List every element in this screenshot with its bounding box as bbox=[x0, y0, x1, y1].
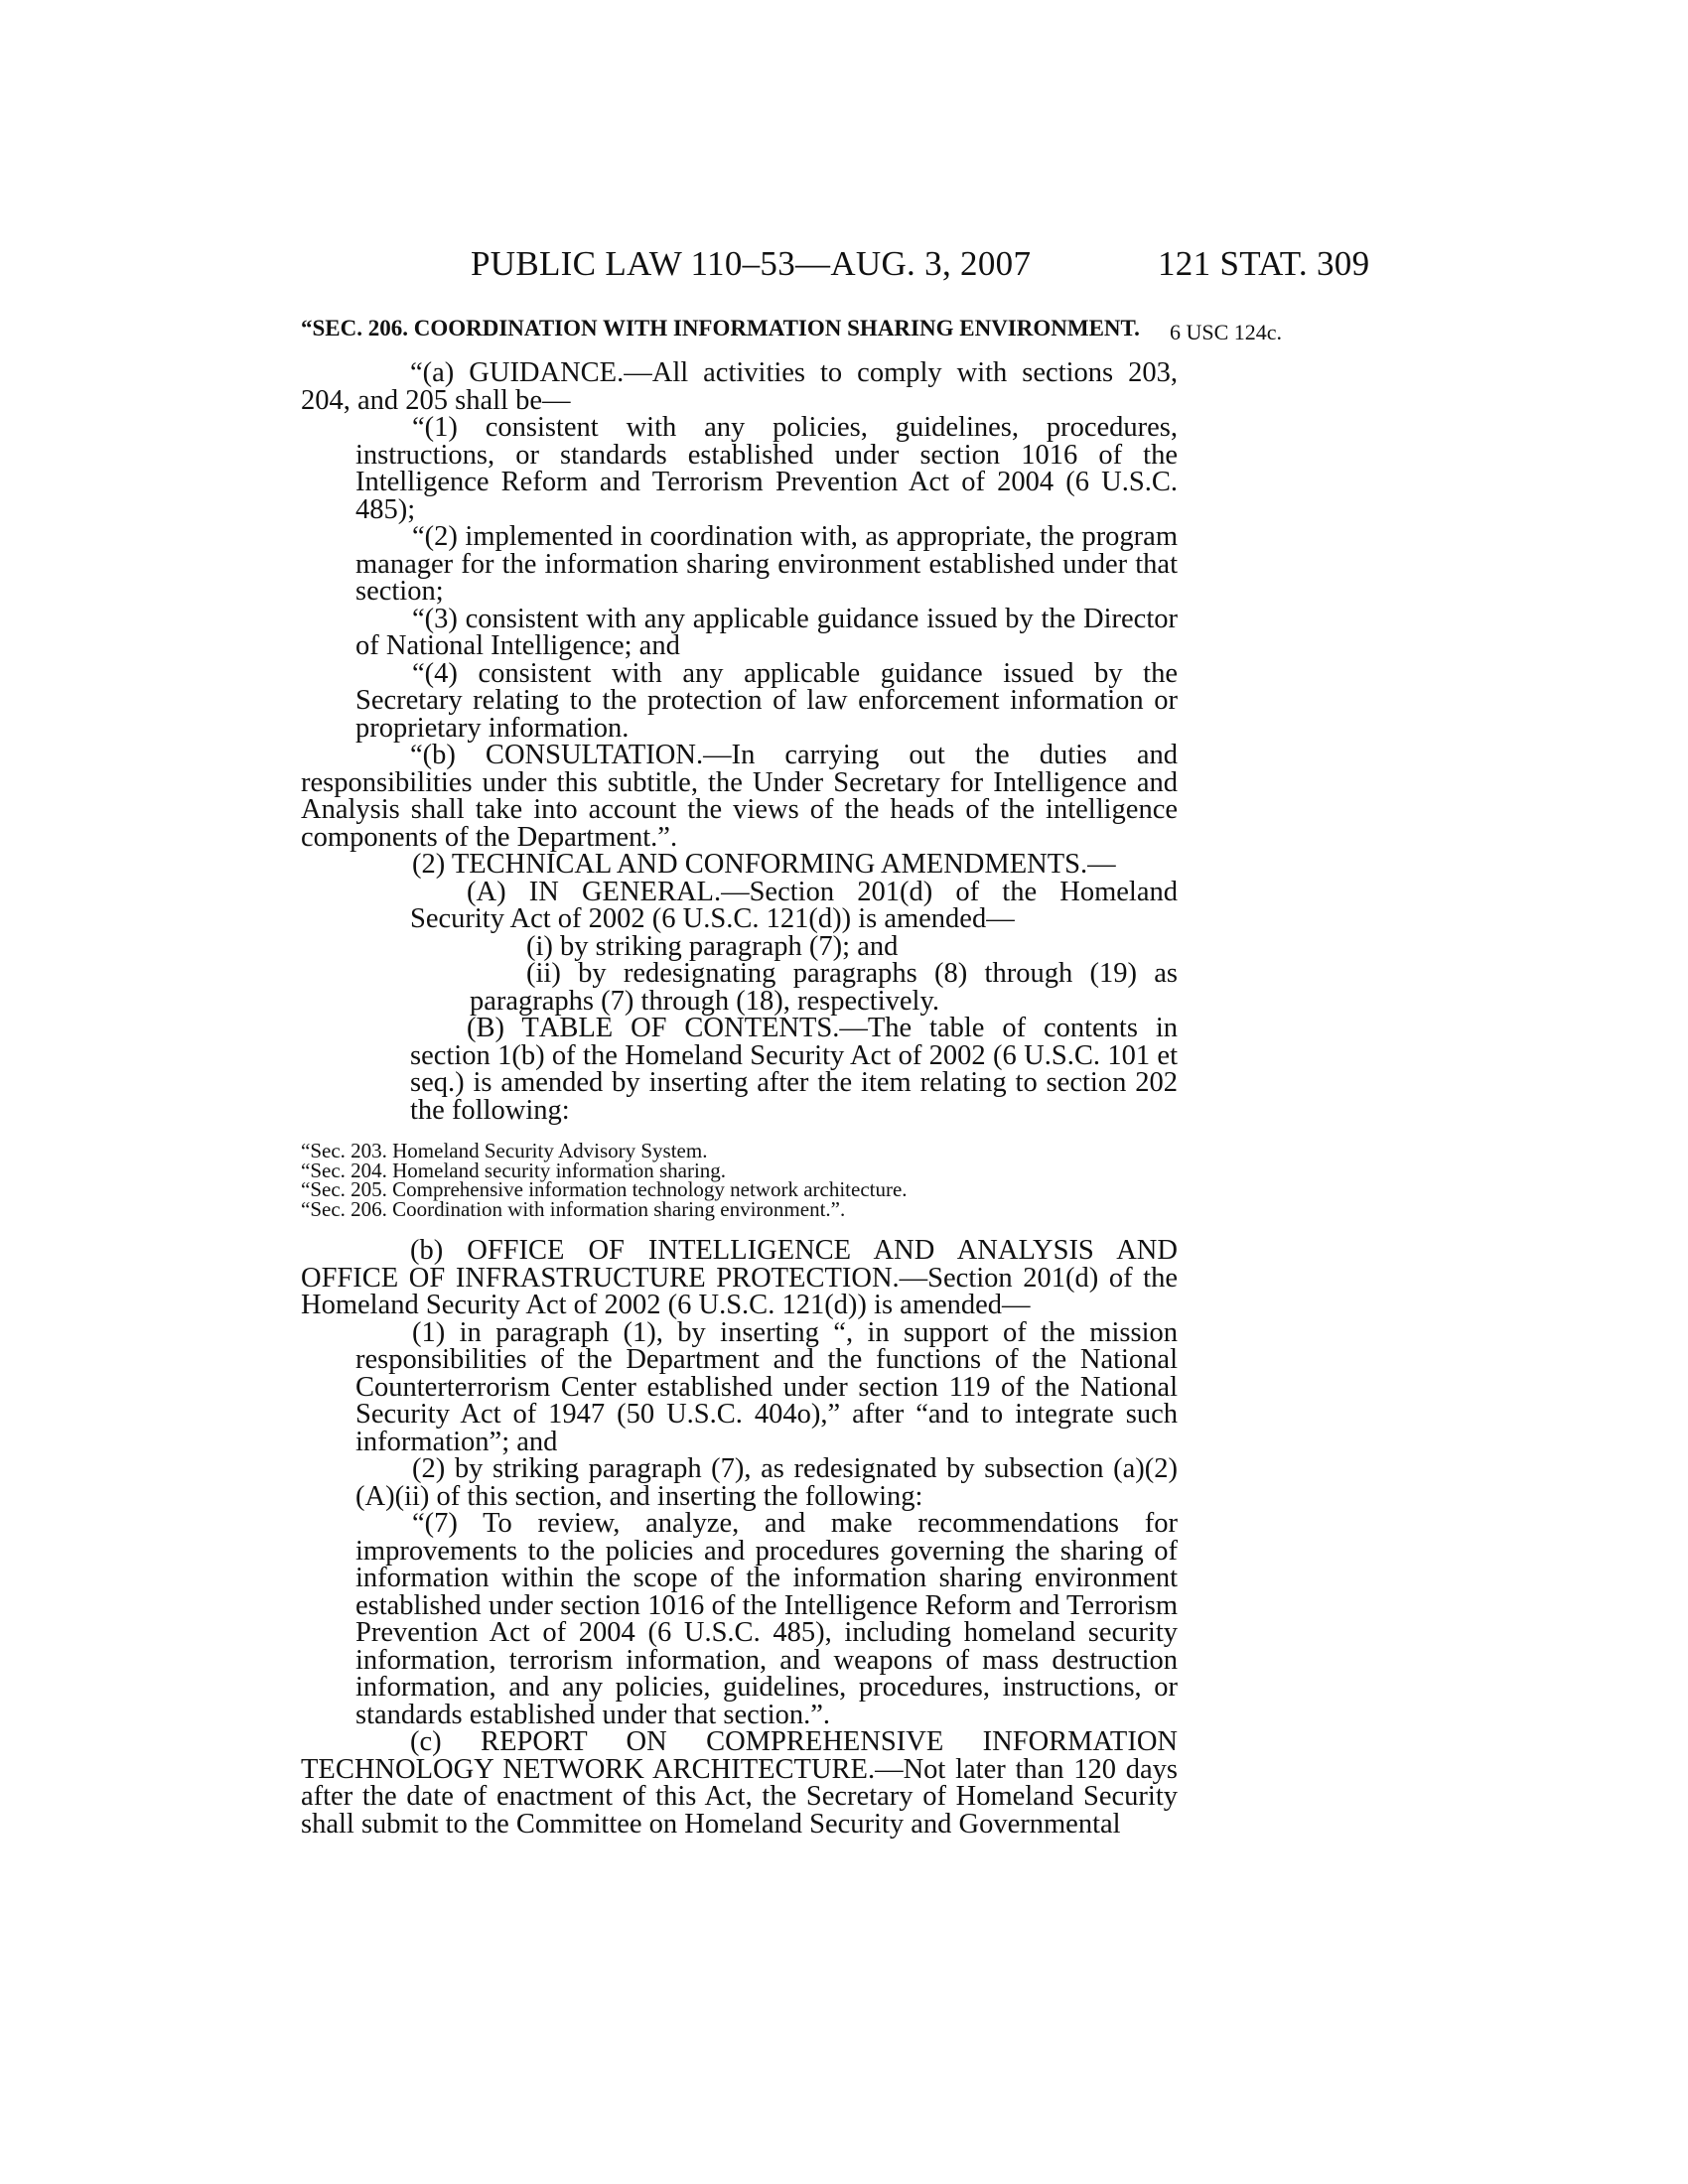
toc-item: “Sec. 204. Homeland security information sharing. bbox=[301, 1158, 727, 1182]
subsection-b: “(b) CONSULTATION.—In carrying out the duties and responsibilities under this subtitle, the Under Secretary for Intelligence and Analysis shall take into account the views of the heads of the intelligence components of the Department.”. bbox=[301, 740, 1179, 853]
paragraph-a4: “(4) consistent with any applicable guidance issued by the Secretary relating to the protection of law enforcement information or proprietary information. bbox=[355, 657, 1178, 744]
running-header-law: PUBLIC LAW 110–53—AUG. 3, 2007 bbox=[471, 244, 1032, 283]
table-of-contents-insert bbox=[301, 1139, 1178, 1221]
subparagraph-A: (A) IN GENERAL.—Section 201(d) of the Homeland Security Act of 2002 (6 U.S.C. 121(d)) is amended— bbox=[410, 876, 1178, 934]
toc-item: “Sec. 206. Coordination with information sharing environment.”. bbox=[301, 1196, 846, 1221]
paragraph-b7: “(7) To review, analyze, and make recommendations for improvements to the policies and procedures governing the sharing of information within the scope of the information sharing environment established under section 1016 of the Intelligence Reform and Terrorism Prevention Act of 2004 (6 U.S.C. 485), including homeland security information, terrorism information, and weapons of mass destruction information, and any policies, guidelines, procedures, instructions, or standards established under that section.”. bbox=[355, 1508, 1178, 1730]
paragraph-a2: “(2) implemented in coordination with, as appropriate, the program manager for the information sharing environment established under that section; bbox=[355, 521, 1178, 607]
paragraph-a1: “(1) consistent with any policies, guidelines, procedures, instructions, or standards established under section 1016 of the Intelligence Reform and Terrorism Prevention Act of 2004 (6 U.S.C. 485); bbox=[355, 412, 1178, 525]
clause-i: (i) by striking paragraph (7); and bbox=[526, 930, 899, 962]
section-c-report: (c) REPORT ON COMPREHENSIVE INFORMATION TECHNOLOGY NETWORK ARCHITECTURE.—Not later than 120 days after the date of enactment of this Act, the Secretary of Homeland Security shall submit to the Committee on Homeland Security and Governmental bbox=[301, 1726, 1178, 1840]
subsection-a: “(a) GUIDANCE.—All activities to comply with sections 203, 204, and 205 shall be— bbox=[301, 357, 1178, 416]
running-header-stat: 121 STAT. 309 bbox=[1158, 244, 1370, 283]
toc-item: “Sec. 205. Comprehensive information technology network architecture. bbox=[301, 1177, 908, 1201]
section-b-office: (b) OFFICE OF INTELLIGENCE AND ANALYSIS AND OFFICE OF INFRASTRUCTURE PROTECTION.—Section 201(d) of the Homeland Security Act of 2002 (6 U.S.C. 121(d)) is amended— bbox=[301, 1235, 1178, 1320]
subparagraph-B: (B) TABLE OF CONTENTS.—The table of contents in section 1(b) of the Homeland Security Act of 2002 (6 U.S.C. 101 et seq.) is amended by inserting after the item relating to section 202 the following: bbox=[410, 1013, 1178, 1126]
body-text bbox=[301, 315, 1178, 1838]
paragraph-b1: (1) in paragraph (1), by inserting “, in support of the mission responsibilities of the Department and the functions of the National Counterterrorism Center established under section 119 of the National Security Act of 1947 (50 U.S.C. 404o),” after “and to integrate such information”; and bbox=[355, 1316, 1178, 1457]
toc-item: “Sec. 203. Homeland Security Advisory System. bbox=[301, 1139, 708, 1162]
paragraph-b2: (2) by striking paragraph (7), as redesignated by subsection (a)(2)(A)(ii) of this section, and inserting the following: bbox=[355, 1453, 1178, 1512]
margin-citation: 6 USC 124c. bbox=[1170, 320, 1283, 344]
clause-ii: (ii) by redesignating paragraphs (8) through (19) as paragraphs (7) through (18), respectively. bbox=[470, 958, 1178, 1017]
section-heading: “SEC. 206. COORDINATION WITH INFORMATION SHARING ENVIRONMENT. bbox=[301, 316, 1140, 341]
paragraph-a3: “(3) consistent with any applicable guidance issued by the Director of National Intelligence; and bbox=[355, 603, 1178, 661]
paragraph-technical-amendments: (2) TECHNICAL AND CONFORMING AMENDMENTS.— bbox=[412, 849, 1116, 880]
